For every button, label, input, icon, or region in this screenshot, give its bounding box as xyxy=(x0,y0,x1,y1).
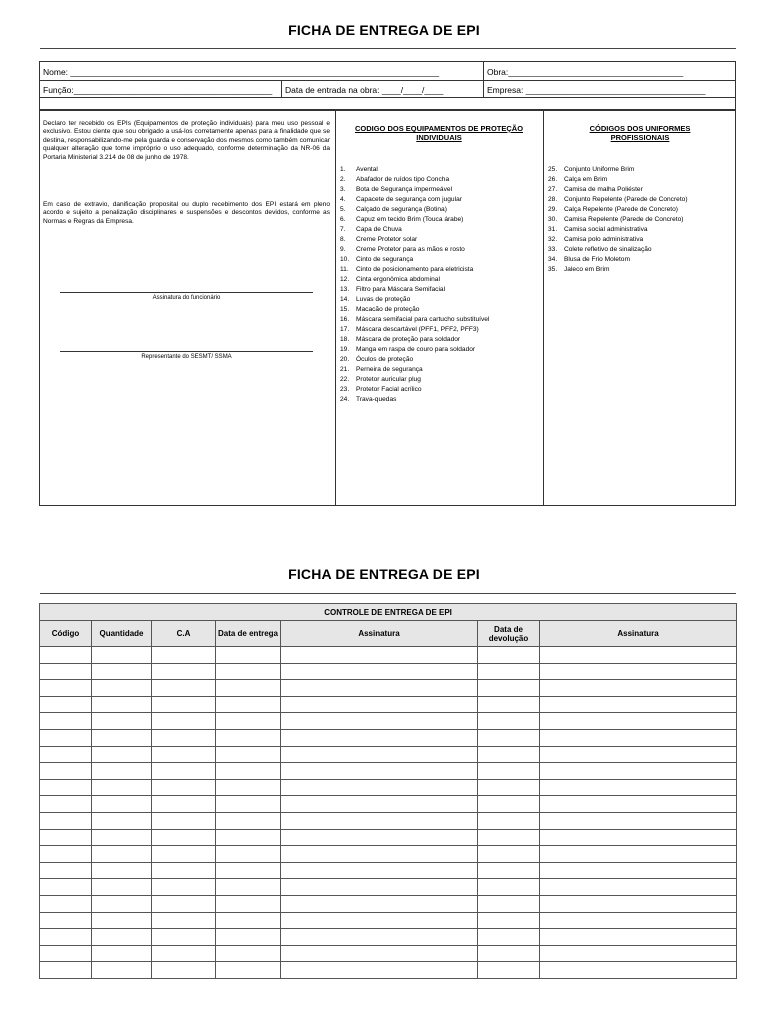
item-label: Máscara de proteção para soldador xyxy=(356,336,461,343)
table-cell[interactable] xyxy=(540,929,737,946)
table-cell[interactable] xyxy=(281,779,478,796)
table-cell[interactable] xyxy=(540,962,737,979)
list-item xyxy=(340,215,489,225)
table-cell[interactable] xyxy=(40,713,92,730)
table-cell[interactable] xyxy=(152,663,216,680)
item-code: 2. xyxy=(340,176,346,183)
list-item xyxy=(340,175,489,185)
table-cell[interactable] xyxy=(92,663,152,680)
list-item xyxy=(548,195,688,205)
item-label: Filtro para Máscara Semifacial xyxy=(356,286,446,293)
item-code: 28. xyxy=(548,196,558,203)
table-row xyxy=(40,895,737,912)
column-assinatura-devolucao: Assinatura xyxy=(540,621,737,647)
table-cell[interactable] xyxy=(540,763,737,780)
table-cell[interactable] xyxy=(152,945,216,962)
item-code: 33. xyxy=(548,246,558,253)
table-cell[interactable] xyxy=(478,713,540,730)
table-cell[interactable] xyxy=(40,846,92,863)
list-item xyxy=(548,215,688,225)
table-cell[interactable] xyxy=(540,829,737,846)
table-cell[interactable] xyxy=(540,895,737,912)
table-cell[interactable] xyxy=(216,846,281,863)
table-cell[interactable] xyxy=(540,945,737,962)
table-row xyxy=(40,647,737,664)
item-label: Calçado de segurança (Botina) xyxy=(356,206,447,213)
table-cell[interactable] xyxy=(152,680,216,697)
list-item xyxy=(340,335,489,345)
table-cell[interactable] xyxy=(478,912,540,929)
epi-delivery-control-table xyxy=(39,603,737,979)
table-cell[interactable] xyxy=(152,912,216,929)
item-code: 19. xyxy=(340,346,350,353)
list-item xyxy=(340,275,489,285)
table-row xyxy=(40,846,737,863)
column-data-devolucao: Data de devolução xyxy=(478,621,540,647)
table-cell[interactable] xyxy=(540,846,737,863)
table-cell[interactable] xyxy=(216,929,281,946)
list-item xyxy=(548,255,688,265)
item-code: 7. xyxy=(340,226,346,233)
table-cell[interactable] xyxy=(540,862,737,879)
item-label: Cinta ergonômica abdominal xyxy=(356,276,440,283)
list-item xyxy=(340,165,489,175)
table-cell[interactable] xyxy=(92,796,152,813)
table-cell[interactable] xyxy=(152,763,216,780)
list-item xyxy=(548,235,688,245)
table-cell[interactable] xyxy=(281,879,478,896)
list-item xyxy=(340,255,489,265)
list-item xyxy=(340,205,489,215)
form1-title: FICHA DE ENTREGA DE EPI xyxy=(288,22,480,38)
column-quantidade: Quantidade xyxy=(92,621,152,647)
item-code: 9. xyxy=(340,246,346,253)
table-cell[interactable] xyxy=(281,713,478,730)
table-cell[interactable] xyxy=(92,729,152,746)
table-cell[interactable] xyxy=(281,696,478,713)
table-cell[interactable] xyxy=(540,647,737,664)
item-code: 15. xyxy=(340,306,350,313)
list-item xyxy=(548,165,688,175)
item-code: 25. xyxy=(548,166,558,173)
table-cell[interactable] xyxy=(40,729,92,746)
table-cell[interactable] xyxy=(40,912,92,929)
list-item xyxy=(340,305,489,315)
declaration-paragraph-2: Em caso de extravio, danificação proposital ou duplo recebimento dos EPI estará em pleno acordo e sujeito a penalização disciplinares e suspensões e descontos devidos, conforme as Normas e Regras da Empresa. xyxy=(43,201,330,225)
table-cell[interactable] xyxy=(216,812,281,829)
table-cell[interactable] xyxy=(152,962,216,979)
item-label: Capa de Chuva xyxy=(356,226,402,233)
table-cell[interactable] xyxy=(281,895,478,912)
item-label: Camisa polo administrativa xyxy=(564,236,644,243)
item-code: 31. xyxy=(548,226,558,233)
list-item xyxy=(340,225,489,235)
table-cell[interactable] xyxy=(216,713,281,730)
item-label: Capuz em tecido Brim (Touca árabe) xyxy=(356,216,464,223)
table-cell[interactable] xyxy=(540,796,737,813)
table-cell[interactable] xyxy=(152,895,216,912)
item-code: 14. xyxy=(340,296,350,303)
table-cell[interactable] xyxy=(40,647,92,664)
item-label: Camisa de malha Poliéster xyxy=(564,186,643,193)
list-item xyxy=(548,185,688,195)
table-row xyxy=(40,763,737,780)
item-code: 8. xyxy=(340,236,346,243)
title-rule-2 xyxy=(40,593,736,594)
table-cell[interactable] xyxy=(478,895,540,912)
item-label: Conjunto Uniforme Brim xyxy=(564,166,635,173)
table-cell[interactable] xyxy=(216,829,281,846)
table-cell[interactable] xyxy=(92,829,152,846)
table-cell[interactable] xyxy=(281,812,478,829)
list-item xyxy=(548,225,688,235)
list-item xyxy=(340,385,489,395)
table-cell[interactable] xyxy=(478,729,540,746)
table-cell[interactable] xyxy=(216,663,281,680)
table-cell[interactable] xyxy=(40,812,92,829)
table-cell[interactable] xyxy=(540,879,737,896)
table-cell[interactable] xyxy=(92,779,152,796)
table-cell[interactable] xyxy=(152,846,216,863)
table-cell[interactable] xyxy=(281,763,478,780)
item-label: Protetor auricular plug xyxy=(356,376,421,383)
uniform-codes-heading: CÓDIGOS DOS UNIFORMES PROFISSIONAIS xyxy=(589,124,691,142)
table-row xyxy=(40,779,737,796)
empresa-field[interactable]: Empresa: ______________________________________ xyxy=(487,85,706,95)
table-row xyxy=(40,879,737,896)
uniform-codes-list xyxy=(548,165,688,275)
table-cell[interactable] xyxy=(92,945,152,962)
item-code: 22. xyxy=(340,376,350,383)
table-cell[interactable] xyxy=(478,796,540,813)
sesmt-signature-caption: Representante do SESMT/ SSMA xyxy=(141,354,232,360)
table-cell[interactable] xyxy=(152,862,216,879)
table-cell[interactable] xyxy=(478,945,540,962)
item-label: Calça Repelente (Parede de Concreto) xyxy=(564,206,678,213)
table-cell[interactable] xyxy=(478,962,540,979)
column-data-entrega: Data de entrega xyxy=(216,621,281,647)
item-code: 12. xyxy=(340,276,350,283)
list-item xyxy=(340,365,489,375)
table-cell[interactable] xyxy=(478,763,540,780)
list-item xyxy=(340,375,489,385)
table-cell[interactable] xyxy=(478,647,540,664)
table-row xyxy=(40,862,737,879)
table-cell[interactable] xyxy=(216,895,281,912)
item-code: 23. xyxy=(340,386,350,393)
item-label: Abafador de ruídos tipo Concha xyxy=(356,176,450,183)
table-cell[interactable] xyxy=(281,746,478,763)
item-code: 11. xyxy=(340,266,349,273)
table-row xyxy=(40,945,737,962)
table-cell[interactable] xyxy=(92,713,152,730)
table-cell[interactable] xyxy=(281,929,478,946)
table-cell[interactable] xyxy=(478,746,540,763)
item-code: 13. xyxy=(340,286,350,293)
table-cell[interactable] xyxy=(92,696,152,713)
table-cell[interactable] xyxy=(281,829,478,846)
table-cell[interactable] xyxy=(40,746,92,763)
table-cell[interactable] xyxy=(478,879,540,896)
item-label: Máscara semifacial para cartucho substituível xyxy=(356,316,490,323)
table-cell[interactable] xyxy=(92,895,152,912)
item-label: Camisa social administrativa xyxy=(564,226,648,233)
table-cell[interactable] xyxy=(152,746,216,763)
name-field[interactable]: Nome: ______________________________________________________________________________ xyxy=(43,67,440,77)
table-cell[interactable] xyxy=(216,945,281,962)
item-label: Creme Protetor para as mãos e rosto xyxy=(356,246,465,253)
table-cell[interactable] xyxy=(281,647,478,664)
list-item xyxy=(340,315,489,325)
list-item xyxy=(340,395,489,405)
table-cell[interactable] xyxy=(152,713,216,730)
table-row xyxy=(40,962,737,979)
table-cell[interactable] xyxy=(40,663,92,680)
table-cell[interactable] xyxy=(216,779,281,796)
list-item xyxy=(340,325,489,335)
item-label: Cinto de segurança xyxy=(356,256,414,263)
sesmt-signature-line[interactable] xyxy=(60,351,313,352)
item-label: Máscara descartável (PFF1, PFF2, PFF3) xyxy=(356,326,479,333)
table-cell[interactable] xyxy=(40,862,92,879)
list-item xyxy=(340,295,489,305)
table-cell[interactable] xyxy=(40,945,92,962)
employee-signature-line[interactable] xyxy=(60,292,313,293)
table-cell[interactable] xyxy=(478,680,540,697)
list-item xyxy=(340,265,489,275)
table-cell[interactable] xyxy=(216,912,281,929)
table-cell[interactable] xyxy=(152,879,216,896)
table-cell[interactable] xyxy=(92,879,152,896)
list-item xyxy=(340,235,489,245)
column-assinatura: Assinatura xyxy=(281,621,478,647)
table-cell[interactable] xyxy=(40,796,92,813)
item-code: 6. xyxy=(340,216,346,223)
table-cell[interactable] xyxy=(281,729,478,746)
table-row xyxy=(40,746,737,763)
column-ca: C.A xyxy=(152,621,216,647)
table-cell[interactable] xyxy=(40,680,92,697)
item-code: 29. xyxy=(548,206,558,213)
table-cell[interactable] xyxy=(92,962,152,979)
item-label: Cinto de posicionamento para eletricista xyxy=(356,266,474,273)
item-code: 32. xyxy=(548,236,558,243)
item-code: 21. xyxy=(340,366,350,373)
item-label: Creme Protetor solar xyxy=(356,236,418,243)
table-cell[interactable] xyxy=(152,779,216,796)
table-cell[interactable] xyxy=(40,879,92,896)
list-item xyxy=(548,175,688,185)
table-cell[interactable] xyxy=(281,912,478,929)
table-cell[interactable] xyxy=(152,647,216,664)
item-code: 17. xyxy=(340,326,350,333)
list-item xyxy=(340,285,489,295)
item-label: Avental xyxy=(356,166,378,173)
table-cell[interactable] xyxy=(478,929,540,946)
table-cell[interactable] xyxy=(152,696,216,713)
item-label: Calça em Brim xyxy=(564,176,608,183)
table-cell[interactable] xyxy=(478,846,540,863)
table-row xyxy=(40,796,737,813)
table-cell[interactable] xyxy=(540,729,737,746)
item-code: 1. xyxy=(340,166,346,173)
item-code: 35. xyxy=(548,266,558,273)
table-cell[interactable] xyxy=(478,696,540,713)
table-cell[interactable] xyxy=(478,829,540,846)
table-cell[interactable] xyxy=(478,779,540,796)
table-cell[interactable] xyxy=(540,779,737,796)
item-code: 16. xyxy=(340,316,350,323)
obra-field[interactable]: Obra:_____________________________________ xyxy=(487,67,684,77)
table-cell[interactable] xyxy=(92,746,152,763)
list-item xyxy=(340,195,489,205)
table-cell[interactable] xyxy=(40,962,92,979)
epi-codes-list xyxy=(340,165,489,405)
item-code: 3. xyxy=(340,186,346,193)
table-cell[interactable] xyxy=(478,663,540,680)
table-cell[interactable] xyxy=(281,962,478,979)
table-cell[interactable] xyxy=(540,680,737,697)
item-label: Conjunto Repelente (Parede de Concreto) xyxy=(564,196,688,203)
table-cell[interactable] xyxy=(281,862,478,879)
table-cell[interactable] xyxy=(216,862,281,879)
table-row xyxy=(40,696,737,713)
item-label: Manga em raspa de couro para soldador xyxy=(356,346,476,353)
title-rule xyxy=(40,48,736,49)
list-item xyxy=(340,355,489,365)
table-cell[interactable] xyxy=(216,696,281,713)
table-cell[interactable] xyxy=(40,696,92,713)
table-cell[interactable] xyxy=(152,796,216,813)
table-cell[interactable] xyxy=(40,779,92,796)
table-cell[interactable] xyxy=(152,729,216,746)
item-code: 24. xyxy=(340,396,350,403)
item-code: 5. xyxy=(340,206,346,213)
form2-title: FICHA DE ENTREGA DE EPI xyxy=(288,566,480,582)
table-row xyxy=(40,663,737,680)
table-cell[interactable] xyxy=(540,746,737,763)
item-label: Macacão de proteção xyxy=(356,306,420,313)
item-label: Colete refletivo de sinalização xyxy=(564,246,652,253)
table-cell[interactable] xyxy=(216,879,281,896)
funcao-field[interactable]: Função:__________________________________________ xyxy=(43,85,273,95)
item-code: 18. xyxy=(340,336,350,343)
item-label: Blusa de Frio Moletom xyxy=(564,256,630,263)
table-cell[interactable] xyxy=(281,663,478,680)
table-cell[interactable] xyxy=(152,812,216,829)
item-label: Capacete de segurança com jugular xyxy=(356,196,462,203)
table-cell[interactable] xyxy=(92,812,152,829)
table-cell[interactable] xyxy=(540,912,737,929)
table-cell[interactable] xyxy=(40,829,92,846)
item-code: 30. xyxy=(548,216,558,223)
item-code: 20. xyxy=(340,356,350,363)
table-cell[interactable] xyxy=(216,680,281,697)
list-item xyxy=(548,245,688,255)
table-row xyxy=(40,829,737,846)
item-label: Óculos de proteção xyxy=(356,356,414,363)
table-cell[interactable] xyxy=(216,746,281,763)
table-cell[interactable] xyxy=(216,962,281,979)
list-item xyxy=(340,345,489,355)
data-entrada-field[interactable]: Data de entrada na obra: ____/____/____ xyxy=(285,85,444,95)
table-cell[interactable] xyxy=(92,862,152,879)
list-item xyxy=(548,205,688,215)
table-cell[interactable] xyxy=(92,929,152,946)
table-cell[interactable] xyxy=(92,912,152,929)
column-codigo: Código xyxy=(40,621,92,647)
table-cell[interactable] xyxy=(40,895,92,912)
list-item xyxy=(548,265,688,275)
item-code: 34. xyxy=(548,256,558,263)
table-cell[interactable] xyxy=(540,812,737,829)
list-item xyxy=(340,185,489,195)
table-cell[interactable] xyxy=(281,796,478,813)
item-label: Bota de Segurança impermeável xyxy=(356,186,453,193)
employee-signature-caption: Assinatura do funcionário xyxy=(152,295,221,301)
table-cell[interactable] xyxy=(152,829,216,846)
table-cell[interactable] xyxy=(92,846,152,863)
table-cell[interactable] xyxy=(92,763,152,780)
table-cell[interactable] xyxy=(40,763,92,780)
item-code: 26. xyxy=(548,176,558,183)
epi-codes-heading: CODIGO DOS EQUIPAMENTOS DE PROTEÇÃO INDIVIDUAIS xyxy=(354,124,524,142)
list-item xyxy=(340,245,489,255)
item-label: Camisa Repelente (Parede de Concreto) xyxy=(564,216,684,223)
table-row xyxy=(40,812,737,829)
table-row xyxy=(40,680,737,697)
item-code: 4. xyxy=(340,196,346,203)
table-cell[interactable] xyxy=(281,846,478,863)
table-row xyxy=(40,729,737,746)
table-cell[interactable] xyxy=(478,812,540,829)
table-cell[interactable] xyxy=(478,862,540,879)
table-cell[interactable] xyxy=(540,663,737,680)
table-title: CONTROLE DE ENTREGA DE EPI xyxy=(40,604,737,621)
table-cell[interactable] xyxy=(152,929,216,946)
declaration-paragraph-1: Declaro ter recebido os EPIs (Equipamentos de proteção individuais) para meu uso pessoal e exclusivo. Estou ciente que sou obrigado a usá-los corretamente apenas para a finalidade que se destina, responsabilizando-me pela guarda e conservação dos mesmos como também comunicar qualquer alteração que torne impróprio o uso adequado, conforme determinação da NR-06 da Portaria Ministerial 3.214 de 08 de junho de 1978. xyxy=(43,120,330,161)
table-cell[interactable] xyxy=(40,929,92,946)
item-label: Luvas de proteção xyxy=(356,296,411,303)
table-row xyxy=(40,929,737,946)
table-cell[interactable] xyxy=(216,647,281,664)
item-label: Jaleco em Brim xyxy=(564,266,610,273)
table-cell[interactable] xyxy=(281,680,478,697)
table-cell[interactable] xyxy=(540,713,737,730)
item-label: Perneira de segurança xyxy=(356,366,423,373)
item-label: Trava-quedas xyxy=(356,396,397,403)
item-code: 10. xyxy=(340,256,350,263)
table-cell[interactable] xyxy=(216,796,281,813)
item-label: Protetor Facial acrílico xyxy=(356,386,422,393)
table-cell[interactable] xyxy=(216,763,281,780)
table-cell[interactable] xyxy=(92,647,152,664)
table-cell[interactable] xyxy=(540,696,737,713)
item-code: 27. xyxy=(548,186,558,193)
table-row xyxy=(40,912,737,929)
table-cell[interactable] xyxy=(92,680,152,697)
table-cell[interactable] xyxy=(216,729,281,746)
table-row xyxy=(40,713,737,730)
table-cell[interactable] xyxy=(281,945,478,962)
